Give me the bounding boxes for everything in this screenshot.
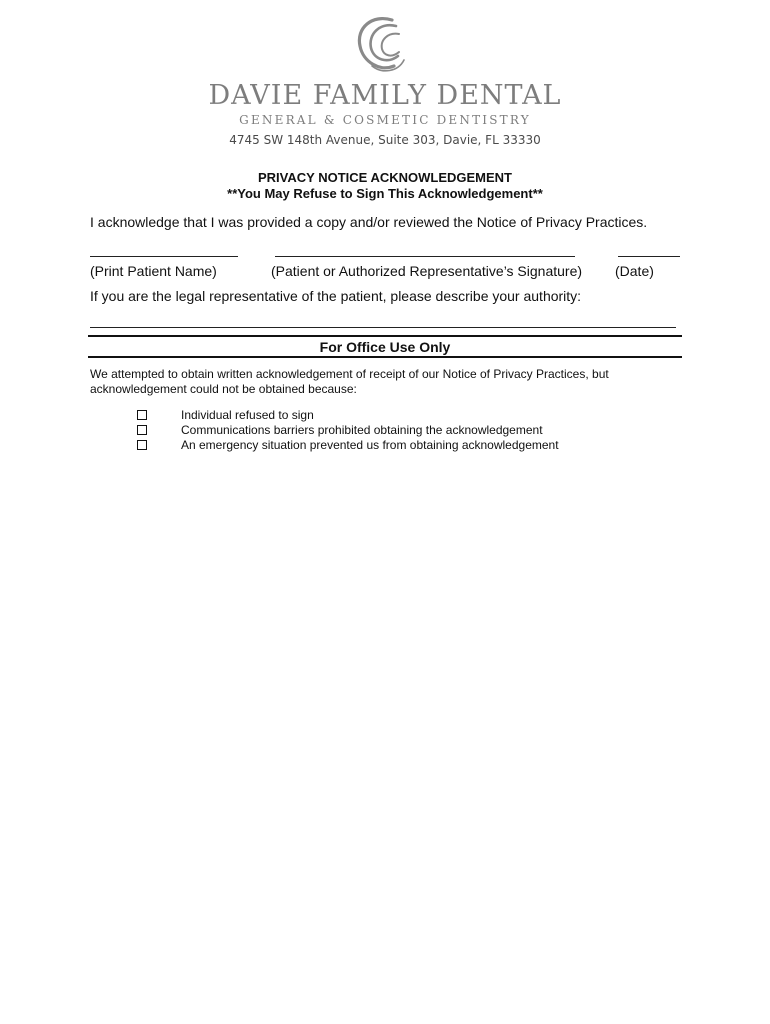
signature-field[interactable] bbox=[275, 256, 575, 257]
date-field[interactable] bbox=[618, 256, 680, 257]
section-divider-bottom bbox=[88, 356, 682, 358]
checkbox-icon[interactable] bbox=[137, 425, 147, 435]
reason-checklist bbox=[136, 408, 676, 453]
reason-refused bbox=[136, 408, 676, 423]
swirl-logo-icon bbox=[352, 14, 410, 76]
section-divider-top bbox=[88, 335, 682, 337]
signature-label: (Patient or Authorized Representative’s Signature) bbox=[271, 263, 583, 279]
authority-description-field[interactable] bbox=[90, 327, 676, 328]
practice-address: 4745 SW 148th Avenue, Suite 303, Davie, FL 33330 bbox=[229, 133, 541, 147]
office-use-heading: For Office Use Only bbox=[319, 339, 451, 355]
reason-emergency bbox=[136, 438, 676, 453]
form-title: PRIVACY NOTICE ACKNOWLEDGEMENT bbox=[258, 170, 512, 185]
reason-label: An emergency situation prevented us from obtaining acknowledgement bbox=[181, 438, 559, 452]
reason-label: Individual refused to sign bbox=[181, 408, 314, 422]
checkbox-icon[interactable] bbox=[137, 410, 147, 420]
reason-label: Communications barriers prohibited obtaining the acknowledgement bbox=[181, 423, 543, 437]
date-label: (Date) bbox=[615, 263, 654, 279]
practice-tagline: GENERAL & COSMETIC DENTISTRY bbox=[239, 113, 531, 127]
practice-name: DAVIE FAMILY DENTAL bbox=[208, 80, 562, 111]
print-name-label: (Print Patient Name) bbox=[90, 263, 217, 279]
acknowledgement-statement: I acknowledge that I was provided a copy and/or reviewed the Notice of Privacy Practices. bbox=[90, 214, 648, 230]
authority-prompt: If you are the legal representative of the patient, please describe your authority: bbox=[90, 288, 582, 304]
reason-communication-barrier bbox=[136, 423, 676, 438]
office-use-description: We attempted to obtain written acknowledgement of receipt of our Notice of Privacy Practices, but acknowledgement could not be obtained because: bbox=[90, 367, 609, 396]
checkbox-icon[interactable] bbox=[137, 440, 147, 450]
print-name-field[interactable] bbox=[90, 256, 238, 257]
form-subtitle: **You May Refuse to Sign This Acknowledgement** bbox=[227, 186, 543, 201]
